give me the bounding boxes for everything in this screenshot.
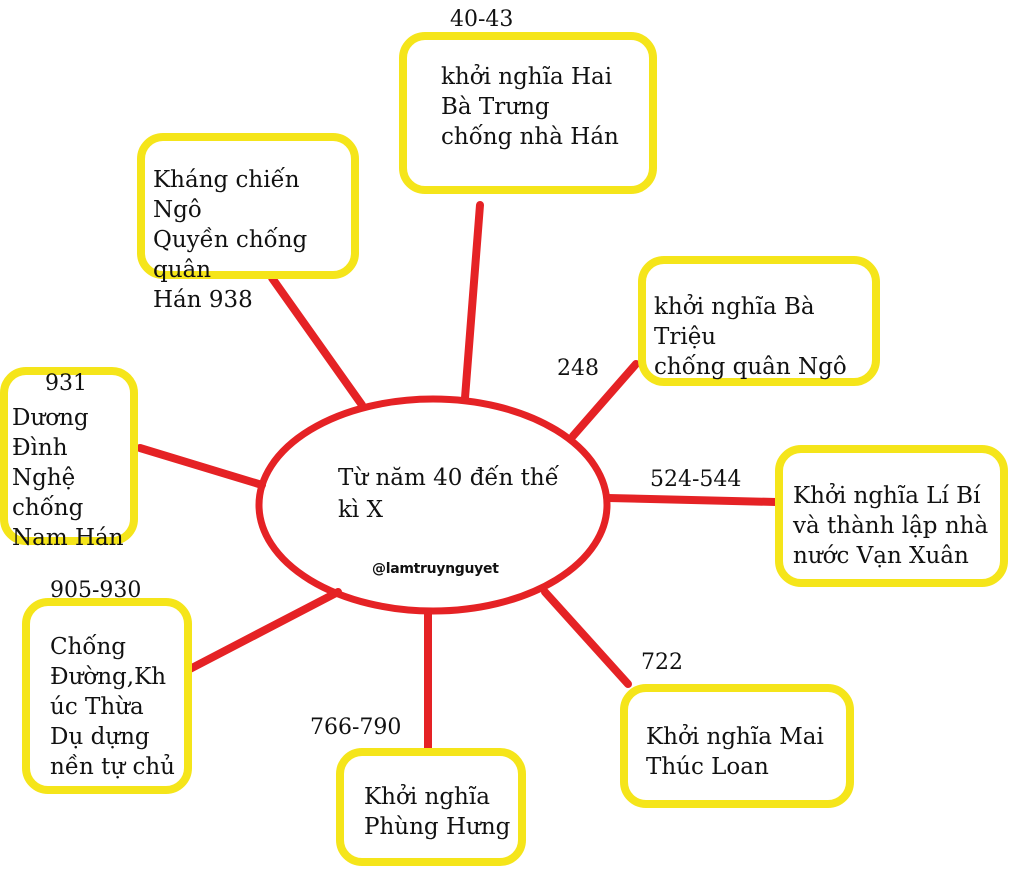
event-box-mai-thuc-loan: Khởi nghĩa Mai Thúc Loan <box>620 684 854 808</box>
date-label-duong-dinh-nghe: 931 <box>45 371 87 396</box>
event-box-ngo-quyen: Kháng chiến Ngô Quyền chống quân Hán 938 <box>137 133 359 279</box>
connector-khuc-thua-du <box>188 592 338 670</box>
date-label-li-bi: 524-544 <box>650 467 742 492</box>
connector-li-bi <box>608 498 776 502</box>
date-label-khuc-thua-du: 905-930 <box>50 578 142 603</box>
event-box-khuc-thua-du: Chống Đường,Kh úc Thừa Dụ dựng nền tự chủ <box>22 598 192 794</box>
author-handle: @lamtruynguyet <box>372 561 499 577</box>
date-label-ba-trieu: 248 <box>557 356 599 381</box>
event-box-hai-ba-trung: khởi nghĩa Hai Bà Trưng chống nhà Hán <box>399 32 657 194</box>
event-box-ba-trieu: khởi nghĩa Bà Triệu chống quân Ngô <box>638 256 880 386</box>
connector-duong-dinh-nghe <box>140 448 262 485</box>
connector-ngo-quyen <box>272 278 362 405</box>
event-box-duong-dinh-nghe: Dương Đình Nghệ chống Nam Hán <box>0 367 138 545</box>
date-label-mai-thuc-loan: 722 <box>641 650 683 675</box>
date-label-hai-ba-trung: 40-43 <box>450 7 514 32</box>
event-box-phung-hung: Khởi nghĩa Phùng Hưng <box>336 748 526 866</box>
connector-mai-thuc-loan <box>545 592 628 684</box>
date-label-phung-hung: 766-790 <box>310 715 402 740</box>
event-box-li-bi: Khởi nghĩa Lí Bí và thành lập nhà nước Vạn Xuân <box>775 445 1008 587</box>
center-title: Từ năm 40 đến thế kì X <box>338 465 559 523</box>
connector-hai-ba-trung <box>465 205 480 398</box>
